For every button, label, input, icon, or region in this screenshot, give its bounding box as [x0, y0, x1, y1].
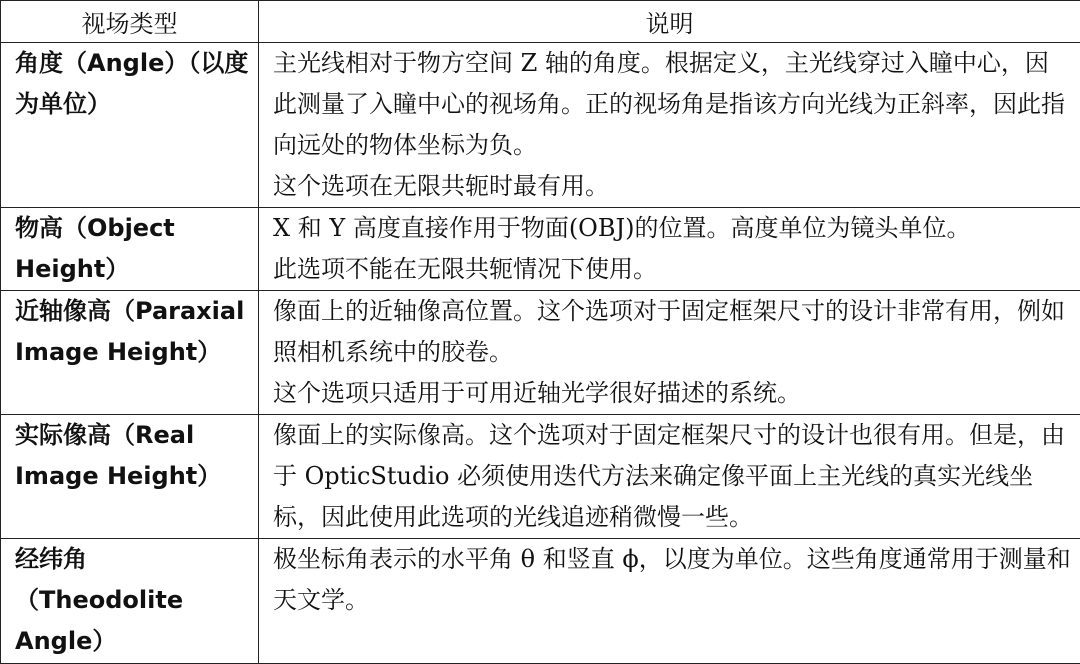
type-cell-object-height — [1, 208, 259, 291]
header-field-type: 视场类型 — [1, 1, 259, 43]
description-cell-theodolite-angle — [259, 539, 1080, 664]
description-paragraph: 此选项不能在无限共轭情况下使用。 — [273, 249, 1072, 290]
table-row-object-height — [1, 208, 1080, 291]
type-cell-paraxial-image-height — [1, 291, 259, 415]
description-paragraph: 这个选项只适用于可用近轴光学很好描述的系统。 — [273, 373, 1072, 414]
type-label: 经纬角（Theodolite Angle） — [15, 539, 252, 662]
description-cell-paraxial-image-height — [259, 291, 1080, 415]
description-paragraph: X 和 Y 高度直接作用于物面(OBJ)的位置。高度单位为镜头单位。 — [273, 208, 1072, 249]
type-label: 物高（Object Height） — [15, 208, 252, 290]
type-label: 近轴像高（Paraxial Image Height） — [15, 291, 252, 373]
description-paragraph: 像面上的实际像高。这个选项对于固定框架尺寸的设计也很有用。但是，由于 OpticStudio 必须使用迭代方法来确定像平面上主光线的真实光线坐标，因此使用此选项的光线追迹稍微慢一些。 — [273, 415, 1072, 538]
description-cell-object-height — [259, 208, 1080, 291]
table-row-real-image-height — [1, 415, 1080, 539]
description-cell-real-image-height — [259, 415, 1080, 539]
table-row-angle — [1, 43, 1080, 208]
table-header-row — [1, 1, 1080, 43]
description-paragraph: 像面上的近轴像高位置。这个选项对于固定框架尺寸的设计非常有用，例如照相机系统中的胶卷。 — [273, 291, 1072, 373]
description-paragraph: 极坐标角表示的水平角 θ 和竖直 ϕ，以度为单位。这些角度通常用于测量和天文学。 — [273, 539, 1072, 621]
description-paragraph: 这个选项在无限共轭时最有用。 — [273, 166, 1072, 207]
type-cell-theodolite-angle — [1, 539, 259, 664]
type-label: 实际像高（Real Image Height） — [15, 415, 252, 497]
type-cell-angle — [1, 43, 259, 208]
description-paragraph: 主光线相对于物方空间 Z 轴的角度。根据定义，主光线穿过入瞳中心，因此测量了入瞳中心的视场角。正的视场角是指该方向光线为正斜率，因此指向远处的物体坐标为负。 — [273, 43, 1072, 166]
type-label: 角度（Angle）（以度为单位） — [15, 43, 252, 125]
header-description: 说明 — [259, 1, 1080, 43]
type-cell-real-image-height — [1, 415, 259, 539]
table-row-paraxial-image-height — [1, 291, 1080, 415]
table-row-theodolite-angle — [1, 539, 1080, 664]
description-cell-angle — [259, 43, 1080, 208]
